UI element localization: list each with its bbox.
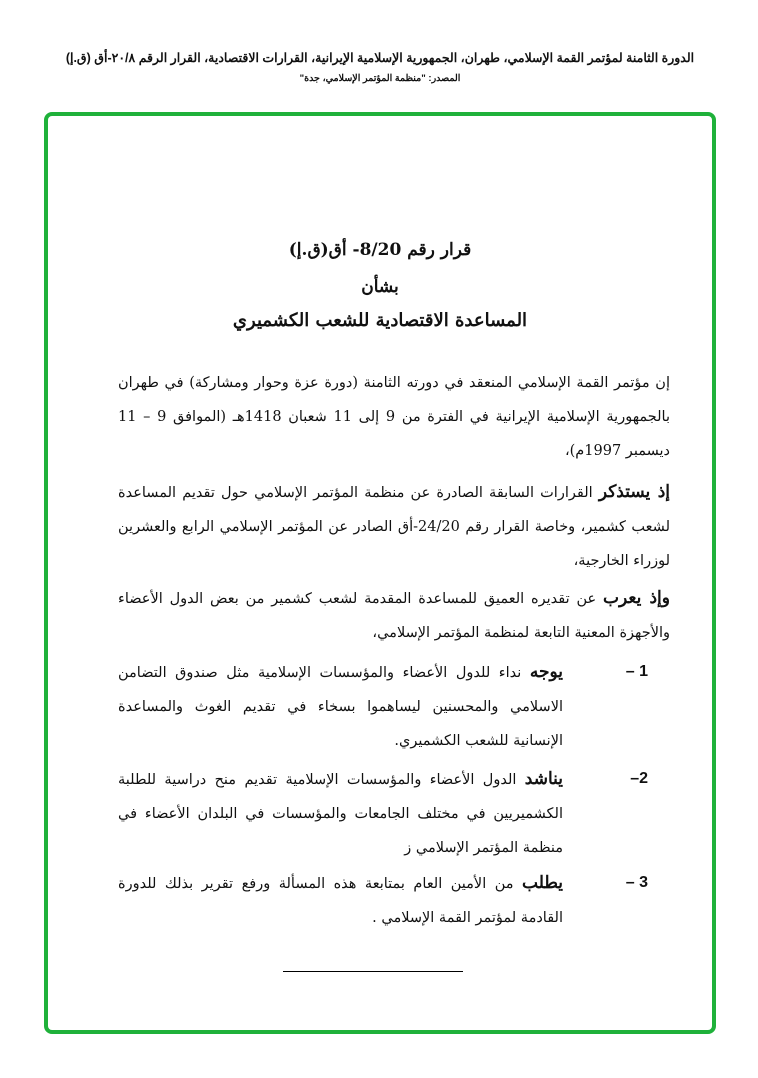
document-header: [40, 50, 720, 84]
end-divider: [283, 971, 463, 972]
resolution-concerning: بشأن: [361, 277, 399, 297]
paragraph-text: القرارات السابقة الصادرة عن منظمة المؤتمر الإسلامي حول تقديم المساعدة لشعب كشمير، وخاصة القرار رقم 24/20-أق الصادر عن المؤتمر الإسلامي الرابع والعشرين لوزراء الخارجية،: [118, 485, 670, 569]
paragraph-text: إن مؤتمر القمة الإسلامي المنعقد في دورته الثامنة (دورة عزة وحوار ومشاركة) في طهران بالجمهورية الإسلامية الإيرانية في الفترة من 9 إلى 11 شعبان 1418هـ (الموافق 9 – 11 ديسمبر 1997م)،: [118, 375, 670, 459]
item-number: 1 –: [625, 663, 648, 680]
operative-item-3: [118, 866, 648, 935]
paragraph-text: عن تقديره العميق للمساعدة المقدمة لشعب كشمير من بعض الدول الأعضاء والأجهزة المعنية التابعة لمنظمة المؤتمر الإسلامي،: [118, 591, 670, 641]
item-text: من الأمين العام بمتابعة هذه المسألة ورفع تقرير بذلك للدورة القادمة لمؤتمر القمة الإسلامي .: [118, 876, 563, 926]
resolution-number: قرار رقم 8/20- أق(ق.إ): [288, 240, 472, 260]
header-line-1: الدورة الثامنة لمؤتمر القمة الإسلامي، طهران، الجمهورية الإسلامية الإيرانية، القرارات الاقتصادية، القرار الرقم ٢٠/٨-أق (ق.إ): [65, 51, 695, 65]
operative-item-2: [118, 762, 648, 865]
paragraph-lead: وإذ يعرب: [603, 588, 670, 608]
recalling-paragraph: [118, 475, 670, 578]
item-lead: يناشد: [524, 769, 563, 789]
item-text: الدول الأعضاء والمؤسسات الإسلامية تقديم منح دراسية للطلبة الكشميريين في مختلف الجامعات والمؤسسات في البلدان الأعضاء في منظمة المؤتمر الإسلامي ز: [118, 772, 563, 856]
expressing-paragraph: [118, 581, 670, 650]
preamble-paragraph: [118, 365, 670, 468]
item-number: 2–: [630, 770, 648, 787]
paragraph-lead: إذ يستذكر: [598, 482, 670, 502]
item-text: نداء للدول الأعضاء والمؤسسات الإسلامية مثل صندوق التضامن الاسلامي والمحسنين ليساهموا بسخاء في تقديم الغوث والمساعدة الإنسانية للشعب الكشميري.: [118, 665, 563, 749]
item-lead: يطلب: [522, 873, 563, 893]
item-number: 3 –: [625, 874, 648, 891]
resolution-subject: المساعدة الاقتصادية للشعب الكشميري: [232, 310, 528, 331]
item-lead: يوجه: [529, 662, 563, 682]
operative-item-1: [118, 655, 648, 758]
header-source: المصدر: "منظمة المؤتمر الإسلامي، جدة": [299, 73, 461, 84]
